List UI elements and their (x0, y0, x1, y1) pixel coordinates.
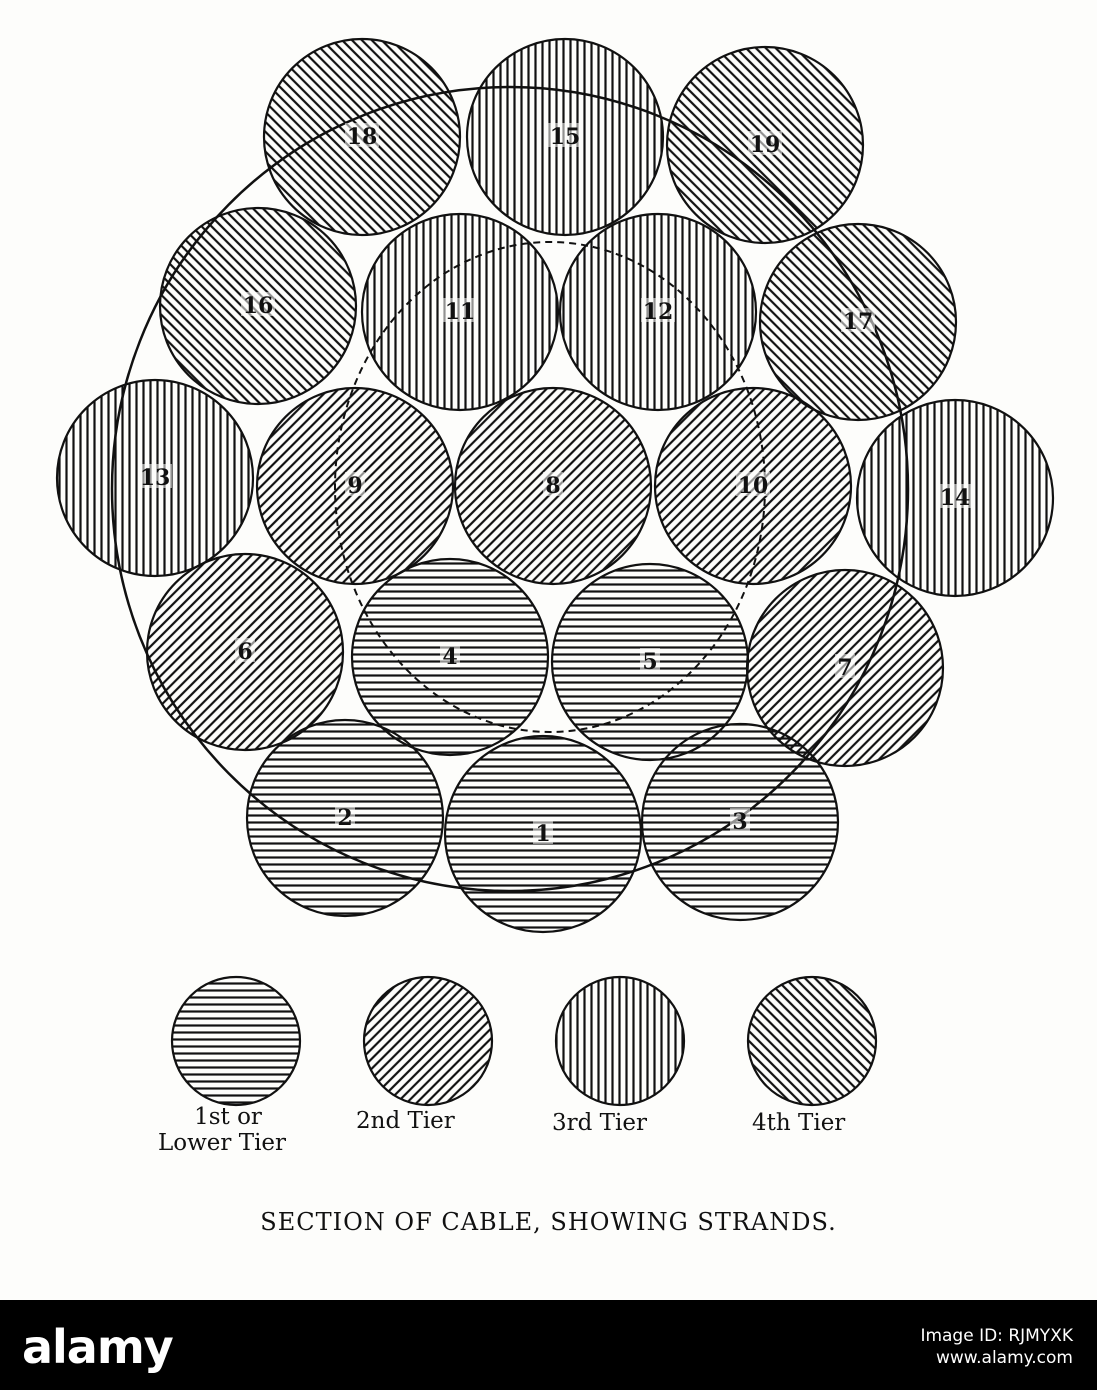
legend-label-tier-4: 4th Tier (752, 1110, 846, 1136)
strand-label-3: 3 (732, 809, 748, 835)
strand-label-7: 7 (837, 655, 853, 681)
strand-label-19: 19 (749, 132, 781, 158)
watermark-logo: alamy (22, 1320, 173, 1374)
strand-label-10: 10 (737, 473, 769, 499)
legend-label-tier-1-line2: Lower Tier (158, 1130, 287, 1156)
strand-label-16: 16 (242, 293, 274, 319)
watermark-site: www.alamy.com (935, 1348, 1073, 1368)
strand-label-12: 12 (642, 299, 674, 325)
watermark-info (920, 1325, 1073, 1369)
legend-label-tier-2: 2nd Tier (356, 1108, 455, 1134)
legend-swatch-tier-1 (172, 977, 300, 1105)
legend-swatch-tier-3 (556, 977, 684, 1105)
legend-swatch-tier-4 (748, 977, 876, 1105)
legend-swatch-tier-2 (364, 977, 492, 1105)
strand-label-1: 1 (535, 821, 551, 847)
strand-label-13: 13 (139, 465, 171, 491)
figure-caption: SECTION OF CABLE, SHOWING STRANDS. (260, 1208, 837, 1236)
strand-label-4: 4 (442, 644, 458, 670)
strand-label-14: 14 (939, 485, 971, 511)
legend-label-tier-1 (158, 1104, 287, 1156)
strand-label-9: 9 (347, 473, 363, 499)
strand-label-11: 11 (444, 299, 476, 325)
strand-label-6: 6 (237, 639, 253, 665)
strand-label-17: 17 (842, 309, 874, 335)
strand-label-18: 18 (346, 124, 378, 150)
legend-label-tier-3: 3rd Tier (552, 1110, 647, 1136)
strand-label-15: 15 (549, 124, 581, 150)
strand-label-8: 8 (545, 473, 561, 499)
strand-label-2: 2 (337, 805, 353, 831)
watermark-image-id: Image ID: RJMYXK (920, 1326, 1073, 1346)
legend-label-tier-1-line1: 1st or (194, 1104, 262, 1130)
strand-label-5: 5 (642, 649, 658, 675)
